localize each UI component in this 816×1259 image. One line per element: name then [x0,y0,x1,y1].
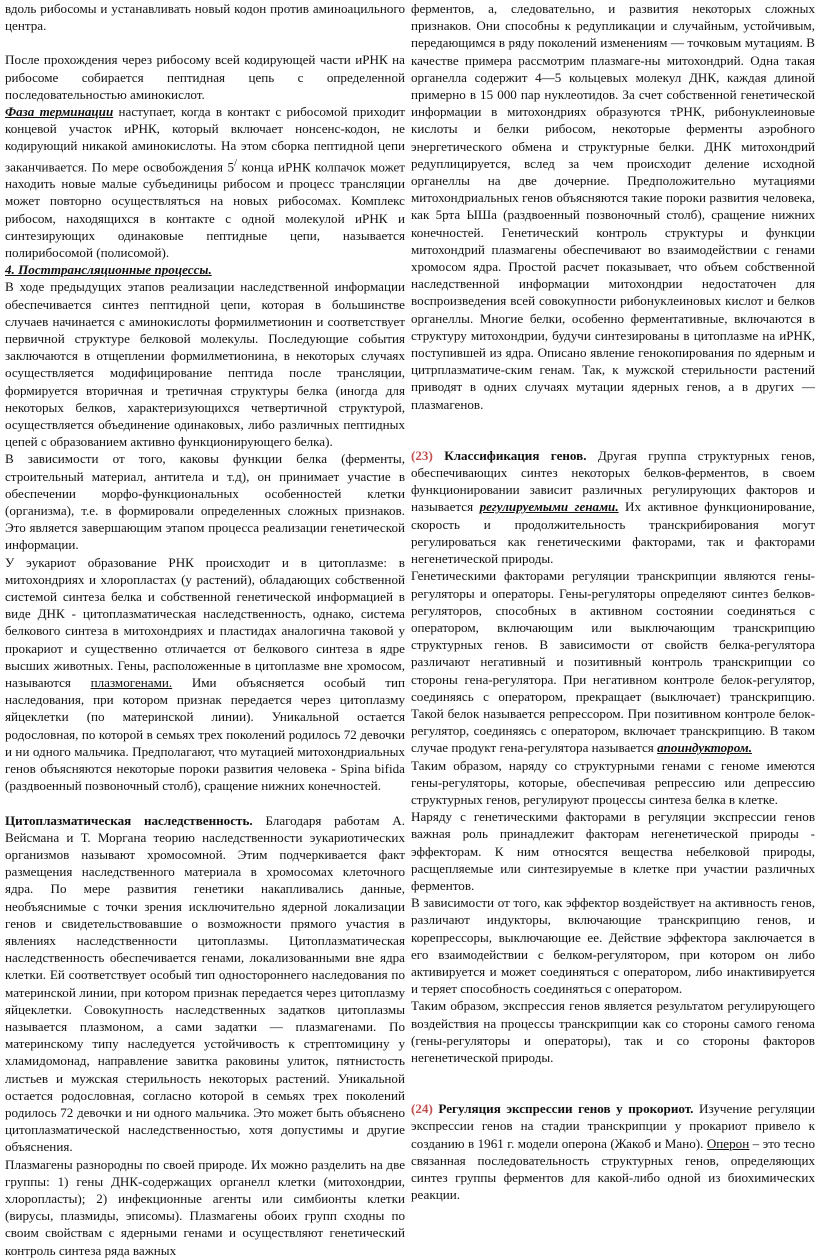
term-cytoplasmic-heredity: Цитоплазматическая наследственность. [5,812,253,828]
text-span: Другая группа структурных генов, обеспечивающих синтез некоторых белков-ферментов, в своем функционировании зависит различных регулирующих факторов и называется [411,447,815,515]
text-span: – это тесно связанная последовательность структурных генов, определяющих синтез группы ферментов для какой-либо одной из биохимических реакции. [411,1135,815,1203]
text-span: Благодаря работам А. Вейсмана и Т. Моргана теорию наследственности эукариотических организмов называют хромосомной. Этим подчеркивается факт размещения наследственного материала в хромосомах клеточного ядра. По мере развития генетики накапливались данные, необъяснимые с точки зрения исключительно ядерной локализации генов и свидетельствовавшие о возможности прямого участия в явлениях наследственности цитоплазмы. Цитоплазматическая наследственность обеспечивается генами, локализованными вне ядра клетки. Ей соответствует особый тип одностороннего наследования по материнской линии, при котором признак передается через цитоплазму яйцеклетки. Совокупность наследственных задатков цитоплазмы называется плазмоном, а сами задатки — плазмагенами. По материнскому типу наследуется устойчивость к стрептомицину у хламидомонад, направление завитка раковины улиток, пятнистость листьев и мужская стерильность некоторых растений. Уникальной остается родословная, согласно которой в семьях трех поколений родилось 72 девочки и ни одного мальчика. Это может быть объяснено цитоплазматической наследственностью, хотя допустимы и другие объяснения. [5,812,406,1155]
text-span: Изучение регуляции экспрессии генов на стадии транскрипции у прокариот привело к созданию в 1961 г. модели оперона (Жакоб и Мано). [411,1101,815,1151]
text-span: У эукариот образование РНК происходит и в цитоплазме: в митохондриях и хлоропластах (у растений), обладающих собственной системой синтеза белка и собственной генетической информацией в виде ДНК - цитоплазматическая наследственность, однако, система белкового синтеза в митохондриях и пластидах аналогична таковой у прокариот и существенно отличается от белкового синтеза в ядре высших животных. Гены, расположенные в цитоплазме вне хромосом, называются [5,554,405,691]
paragraph: Таким образом, наряду со структурными генами с геноме имеются гены-регуляторы, которые, обеспечивая репрессию или депрессию структурных генов, регулируют процессы синтеза белка в клетке. [411,757,815,807]
section-number: (23) [411,447,433,463]
section-23 [411,447,815,567]
paragraph-cytoplasmic [5,812,405,1156]
left-column [5,0,406,1258]
paragraph [411,567,815,756]
section-title: Классификация генов. [432,447,587,463]
term-termination-phase: Фаза терминации [5,104,114,120]
paragraph: Плазмагены разнородны по своей природе. Их можно разделить на две группы: 1) гены ДНК-содержащих органелл клетки (митохондрии, хлоропласты); 2) инфекционные агенты или симбионты клетки (вирусы, плазмиды, эписомы). Плазмагены обоих групп сходны по своим свойствам с ядерными генами и осуществляют генетический контроль синтеза ряда важных [5,1156,405,1258]
text-span: конца иРНК колпачок может находить новые малые субъединицы рибосом и процесс трансляции может повторно осуществляться на новых рибосомах. Комплекс рибосом, находящихся в контакте с одной молекулой иРНК и синтезирующих одинаковые пептидные цепи, называется полирибосомой (полисомой). [5,158,405,260]
term-operon: Оперон [706,1135,750,1151]
term-plasmogenes: плазмогенами. [90,675,173,691]
paragraph: вдоль рибосомы и устанавливать новый кодон против аминоацильного центра. [5,1,405,34]
text-span: наступает, когда в контакт с рибосомой приходит концевой участок иРНК, который включает нонсенс-кодон, не кодирующий никакой аминокислоты. На этом сборка пептидной цепи заканчивается. По мере освобождения 5 [5,104,405,174]
paragraph-termination [5,103,405,261]
paragraph-plasmogenes [5,554,405,795]
section-24 [411,1100,815,1203]
right-column [411,0,815,1242]
section-number: (24) [411,1101,433,1117]
paragraph: Таким образом, экспрессия генов является результатом регулирующего воздействия на процессы транскрипции как со стороны самого генома (гены-регуляторы и операторы), так и со стороны факторов негенетической природы. [411,998,815,1065]
superscript: / [234,156,238,169]
text-span: Ими объясняется особый тип наследования, при котором признак передается через цитоплазму яйцеклетки (по материнской линии). Уникальной остается родословная, по которой в семьях трех поколений родилось 72 девочки и ни одного мальчика. Предполагают, что мутацией митохондриальных генов объясняются некоторые пороки развития человека - Spina bifida (раздвоенный позвоночный столб), сращение нижних конечностей. [5,675,405,794]
text-span: Их активное функционирование, скорость и продолжительность транскрибирования могут регулироваться как генетическими факторами, так и факторами негенетической природы. [411,499,815,567]
paragraph: После прохождения через рибосому всей кодирующей части иРНК на рибосоме собирается пептидная цепь с определенной последовательностью аминокислот. [5,52,405,102]
term-apoinductor: апоиндуктором. [657,740,753,756]
paragraph: В зависимости от того, как эффектор воздействует на активность генов, различают индукторы, включающие транскрипцию генов, и корепрессоры, выключающие ее. Действие эффектора заключается в его взаимодействии с белком-регулятором, при котором он либо активируется и может соединяться с оператором, либо инактивируется и теряет способность соединяться с оператором. [411,895,815,997]
paragraph: В зависимости от того, каковы функции белка (ферменты, строительный материал, антитела и т.д), он принимает участие в обеспечении морфо-функциональных особенностей клетки (организма), т.е. в формировали определенных сложных признаков. Это является завершающим этапом процесса реализации генетической информации. [5,451,405,553]
paragraph: Наряду с генетическими факторами в регуляции экспрессии генов важная роль принадлежит факторам негенетической природы - эффекторам. К ним относятся вещества небелковой природы, расщепляемые или синтезируемые в клетке при участии различных ферментов. [411,809,815,893]
text-span: Генетическими факторами регуляции транскрипции являются гены-регуляторы и операторы. Гены-регуляторы определяют синтез белков-регуляторов, способных в активном состоянии соединяться с оператором, включающим или выключающим транскрипцию структурных генов. В зависимости от свойств белка-регулятора различают негативный и позитивный контроль транскрипции со стороны гена-регулятора. При негативном контроле белок-регулятор, соединяясь с оператором, прекращает (выключает) транскрипцию. Такой белок называется репрессором. При позитивном контроле белок-регулятор, соединяясь с оператором, включает транскрипцию. В таком случае продукт гена-регулятора называется [411,568,815,756]
paragraph: В ходе предыдущих этапов реализации наследственной информации обеспечивается синтез пептидной цепи, которая в большинстве случаев начинается с аминокислоты формилметионин и соответствует первичной структуре белковой молекулы. Последующие события заключаются в отщеплении формилметионина, в некоторых случаях осуществляется модифицирование пептида после трансляции, формируется вторичная и третичная структуры белка (иногда для некоторых белков, характеризующихся четвертичной структурой, осуществляется объединение одинаковых, либо различных пептидных цепей с образованием активно функционирующего белка). [5,279,405,450]
term-regulated-genes: регулируемыми генами. [479,499,619,515]
section-title: Регуляция экспрессии генов у прокориот. [432,1101,694,1117]
paragraph: ферментов, а, следовательно, и развития некоторых сложных признаков. Они способны к редупликации и случайным, устойчивым, передающимся в ряду поколений изменениям — точковым мутациям. В качестве примера рассмотрим плазмаге-ны митохондрий. Одна такая органелла содержит 4—5 кольцевых молекул ДНК, каждая длиной примерно в 15 000 пар нуклеотидов. За счет собственной генетической информации в митохондриях образуются тРНК, рибонуклеиновые кислоты и белки рибосом, некоторые ферменты аэробного энергетического обмена и структурные белки. ДНК митохондрий редуплицируется, вслед за чем происходит деление исходной органеллы на две дочерние. Предположительно мутациями митохондриальных генов объясняются такие пороки развития человека, как 5рта ЫШа (раздвоенный позвоночный столб), сращение нижних конечностей. Генетический контроль структуры и функции митохондрий плазмагены обеспечивают во взаимодействии с генами хромосом ядра. Простой расчет показывает, что объем собственной наследственной информации митохондрии недостаточен для воспроизведения всей совокупности рибонуклеиновых кислот и белков органеллы. Многие белки, особенно ферментативные, включаются в структуру митохондрии, будучи синтезированы в цитоплазме на иРНК, поступившей из ядра. Описано явление генокопирования по ядерным и цитрплазматиче-ским генам. Так, к мужской стерильности растений приводят в одних случаях мутации ядерных генов, а в других — плазмагенов. [411,1,815,412]
section-heading: 4. Посттрансляционные процессы. [5,262,212,278]
